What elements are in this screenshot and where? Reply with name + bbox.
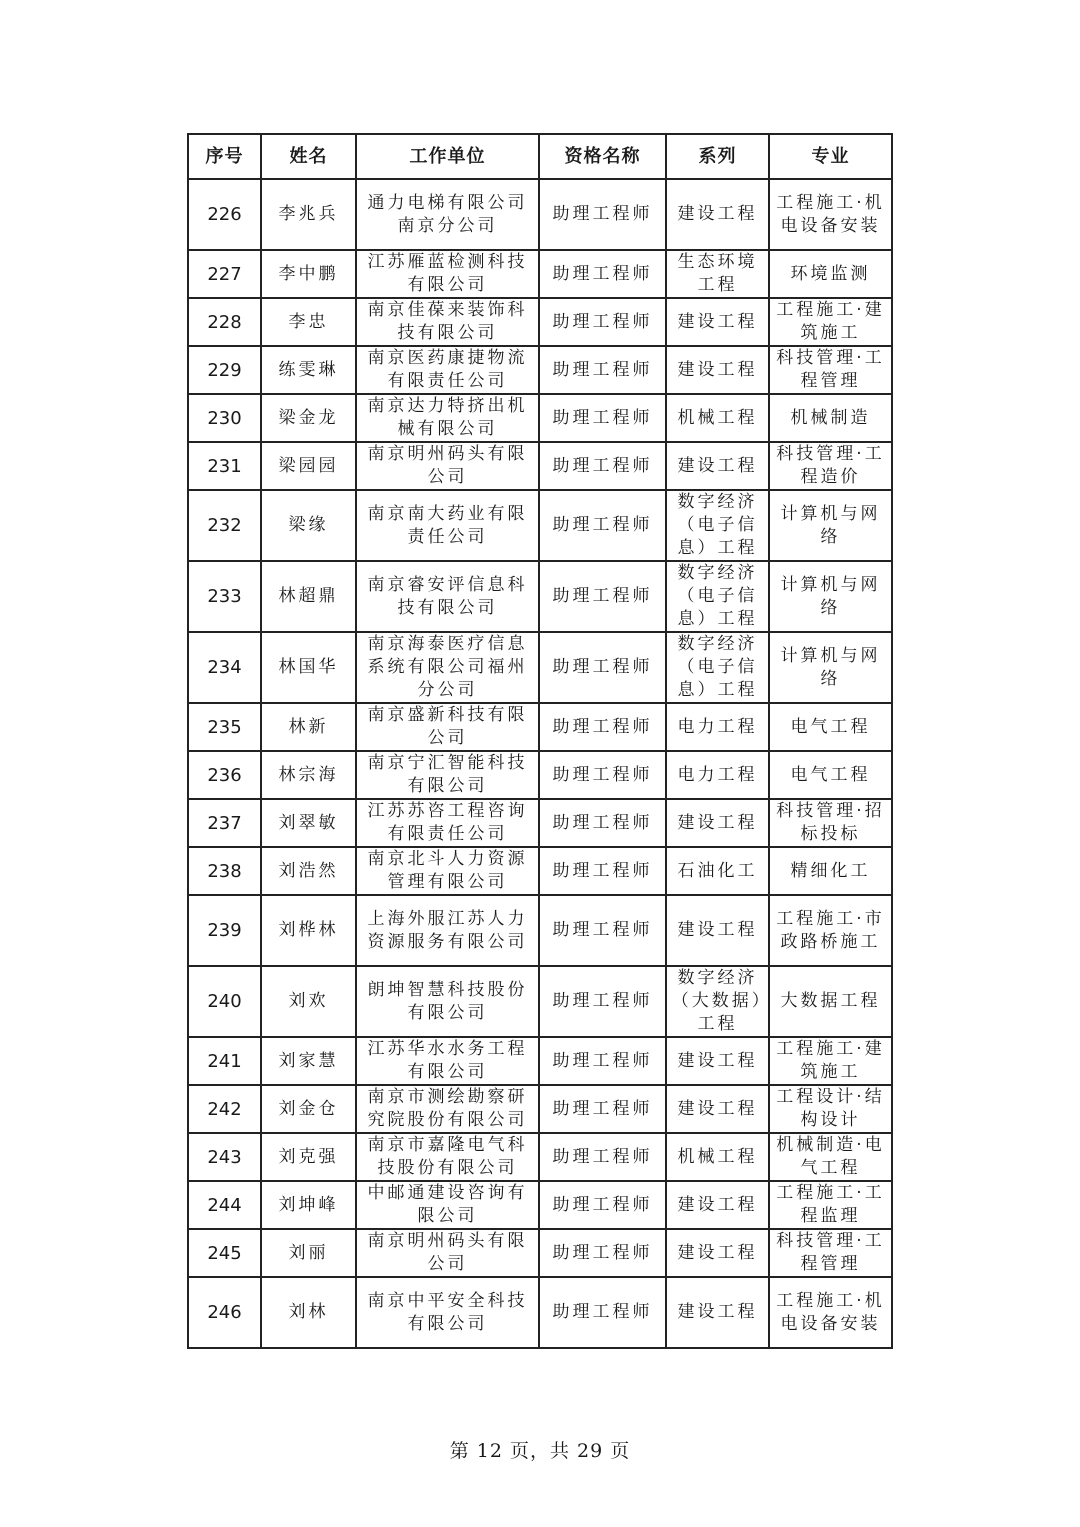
cell-series: 建设工程 [666, 1085, 769, 1133]
cell-major: 机械制造 [769, 394, 892, 442]
table-row [188, 1133, 892, 1181]
cell-qualification: 助理工程师 [539, 346, 666, 394]
table-row [188, 442, 892, 490]
cell-work-unit: 南京达力特挤出机械有限公司 [356, 394, 539, 442]
cell-qualification: 助理工程师 [539, 442, 666, 490]
cell-series: 机械工程 [666, 394, 769, 442]
cell-name: 李忠 [261, 298, 356, 346]
table-row [188, 179, 892, 250]
cell-work-unit: 南京佳葆来装饰科技有限公司 [356, 298, 539, 346]
cell-qualification: 助理工程师 [539, 179, 666, 250]
cell-major: 工程施工·建筑施工 [769, 1037, 892, 1085]
table-row [188, 632, 892, 703]
header-qualification: 资格名称 [539, 134, 666, 179]
cell-name: 林超鼎 [261, 561, 356, 632]
cell-series: 电力工程 [666, 703, 769, 751]
table-row [188, 703, 892, 751]
cell-index: 231 [188, 442, 261, 490]
header-index: 序号 [188, 134, 261, 179]
cell-index: 246 [188, 1277, 261, 1348]
header-series: 系列 [666, 134, 769, 179]
cell-qualification: 助理工程师 [539, 298, 666, 346]
header-major: 专业 [769, 134, 892, 179]
cell-index: 241 [188, 1037, 261, 1085]
cell-work-unit: 南京盛新科技有限公司 [356, 703, 539, 751]
cell-work-unit: 江苏雁蓝检测科技有限公司 [356, 250, 539, 298]
cell-work-unit: 南京宁汇智能科技有限公司 [356, 751, 539, 799]
table-row [188, 1277, 892, 1348]
cell-index: 227 [188, 250, 261, 298]
cell-name: 刘桦林 [261, 895, 356, 966]
cell-name: 林新 [261, 703, 356, 751]
page-number-footer: 第 12 页，共 29 页 [449, 1440, 631, 1462]
table-row [188, 1085, 892, 1133]
cell-name: 梁缘 [261, 490, 356, 561]
cell-work-unit: 南京中平安全科技有限公司 [356, 1277, 539, 1348]
cell-index: 240 [188, 966, 261, 1037]
cell-index: 242 [188, 1085, 261, 1133]
cell-major: 电气工程 [769, 751, 892, 799]
cell-index: 232 [188, 490, 261, 561]
cell-index: 234 [188, 632, 261, 703]
table-row [188, 751, 892, 799]
cell-name: 林国华 [261, 632, 356, 703]
cell-qualification: 助理工程师 [539, 250, 666, 298]
cell-index: 237 [188, 799, 261, 847]
cell-index: 226 [188, 179, 261, 250]
cell-qualification: 助理工程师 [539, 799, 666, 847]
cell-name: 梁园园 [261, 442, 356, 490]
cell-major: 科技管理·工程管理 [769, 1229, 892, 1277]
cell-major: 计算机与网络 [769, 632, 892, 703]
cell-work-unit: 南京睿安评信息科技有限公司 [356, 561, 539, 632]
cell-name: 李中鹏 [261, 250, 356, 298]
cell-qualification: 助理工程师 [539, 1085, 666, 1133]
cell-work-unit: 江苏华水水务工程有限公司 [356, 1037, 539, 1085]
cell-qualification: 助理工程师 [539, 490, 666, 561]
cell-index: 238 [188, 847, 261, 895]
cell-qualification: 助理工程师 [539, 632, 666, 703]
cell-major: 计算机与网络 [769, 490, 892, 561]
cell-index: 235 [188, 703, 261, 751]
cell-series: 建设工程 [666, 298, 769, 346]
cell-series: 数字经济（大数据）工程 [666, 966, 769, 1037]
cell-name: 练雯琳 [261, 346, 356, 394]
cell-index: 243 [188, 1133, 261, 1181]
table-header-row [188, 134, 892, 179]
header-name: 姓名 [261, 134, 356, 179]
cell-work-unit: 南京明州码头有限公司 [356, 442, 539, 490]
cell-index: 236 [188, 751, 261, 799]
cell-qualification: 助理工程师 [539, 1229, 666, 1277]
cell-name: 刘翠敏 [261, 799, 356, 847]
cell-index: 229 [188, 346, 261, 394]
cell-major: 科技管理·工程管理 [769, 346, 892, 394]
cell-name: 林宗海 [261, 751, 356, 799]
cell-series: 建设工程 [666, 895, 769, 966]
qualification-list-table [187, 133, 893, 1349]
cell-major: 工程设计·结构设计 [769, 1085, 892, 1133]
cell-qualification: 助理工程师 [539, 561, 666, 632]
cell-series: 机械工程 [666, 1133, 769, 1181]
table-row [188, 490, 892, 561]
cell-major: 科技管理·工程造价 [769, 442, 892, 490]
cell-major: 精细化工 [769, 847, 892, 895]
cell-name: 刘金仓 [261, 1085, 356, 1133]
cell-qualification: 助理工程师 [539, 751, 666, 799]
cell-series: 建设工程 [666, 1037, 769, 1085]
table-row [188, 561, 892, 632]
cell-work-unit: 南京市测绘勘察研究院股份有限公司 [356, 1085, 539, 1133]
cell-series: 数字经济（电子信息）工程 [666, 561, 769, 632]
cell-work-unit: 南京北斗人力资源管理有限公司 [356, 847, 539, 895]
cell-series: 建设工程 [666, 179, 769, 250]
cell-qualification: 助理工程师 [539, 1277, 666, 1348]
table-row [188, 1037, 892, 1085]
cell-series: 建设工程 [666, 1229, 769, 1277]
cell-index: 245 [188, 1229, 261, 1277]
cell-major: 电气工程 [769, 703, 892, 751]
cell-series: 建设工程 [666, 442, 769, 490]
cell-series: 石油化工 [666, 847, 769, 895]
cell-name: 刘丽 [261, 1229, 356, 1277]
cell-major: 环境监测 [769, 250, 892, 298]
cell-series: 数字经济（电子信息）工程 [666, 490, 769, 561]
cell-qualification: 助理工程师 [539, 703, 666, 751]
cell-name: 梁金龙 [261, 394, 356, 442]
table-row [188, 895, 892, 966]
table-row [188, 799, 892, 847]
cell-qualification: 助理工程师 [539, 895, 666, 966]
table-row [188, 1181, 892, 1229]
cell-major: 工程施工·市政路桥施工 [769, 895, 892, 966]
cell-name: 刘林 [261, 1277, 356, 1348]
cell-qualification: 助理工程师 [539, 1037, 666, 1085]
cell-name: 刘浩然 [261, 847, 356, 895]
cell-work-unit: 通力电梯有限公司南京分公司 [356, 179, 539, 250]
cell-series: 电力工程 [666, 751, 769, 799]
cell-index: 228 [188, 298, 261, 346]
cell-major: 工程施工·工程监理 [769, 1181, 892, 1229]
cell-work-unit: 南京海泰医疗信息系统有限公司福州分公司 [356, 632, 539, 703]
header-work-unit: 工作单位 [356, 134, 539, 179]
cell-name: 刘克强 [261, 1133, 356, 1181]
cell-work-unit: 上海外服江苏人力资源服务有限公司 [356, 895, 539, 966]
cell-qualification: 助理工程师 [539, 1133, 666, 1181]
cell-major: 工程施工·建筑施工 [769, 298, 892, 346]
cell-work-unit: 南京市嘉隆电气科技股份有限公司 [356, 1133, 539, 1181]
table-row [188, 966, 892, 1037]
cell-major: 机械制造·电气工程 [769, 1133, 892, 1181]
cell-index: 239 [188, 895, 261, 966]
cell-qualification: 助理工程师 [539, 847, 666, 895]
cell-series: 建设工程 [666, 346, 769, 394]
cell-work-unit: 江苏苏咨工程咨询有限责任公司 [356, 799, 539, 847]
cell-index: 233 [188, 561, 261, 632]
cell-qualification: 助理工程师 [539, 394, 666, 442]
cell-name: 刘家慧 [261, 1037, 356, 1085]
table-row [188, 250, 892, 298]
cell-name: 刘坤峰 [261, 1181, 356, 1229]
table-row [188, 847, 892, 895]
table-row [188, 394, 892, 442]
cell-major: 工程施工·机电设备安装 [769, 179, 892, 250]
cell-series: 数字经济（电子信息）工程 [666, 632, 769, 703]
cell-index: 230 [188, 394, 261, 442]
cell-index: 244 [188, 1181, 261, 1229]
cell-name: 李兆兵 [261, 179, 356, 250]
cell-major: 大数据工程 [769, 966, 892, 1037]
cell-series: 生态环境工程 [666, 250, 769, 298]
cell-series: 建设工程 [666, 1277, 769, 1348]
cell-name: 刘欢 [261, 966, 356, 1037]
cell-work-unit: 朗坤智慧科技股份有限公司 [356, 966, 539, 1037]
cell-work-unit: 南京医药康捷物流有限责任公司 [356, 346, 539, 394]
cell-qualification: 助理工程师 [539, 1181, 666, 1229]
cell-work-unit: 南京南大药业有限责任公司 [356, 490, 539, 561]
cell-major: 工程施工·机电设备安装 [769, 1277, 892, 1348]
cell-qualification: 助理工程师 [539, 966, 666, 1037]
cell-series: 建设工程 [666, 799, 769, 847]
table-row [188, 346, 892, 394]
table-row [188, 1229, 892, 1277]
cell-series: 建设工程 [666, 1181, 769, 1229]
cell-major: 计算机与网络 [769, 561, 892, 632]
cell-work-unit: 中邮通建设咨询有限公司 [356, 1181, 539, 1229]
cell-work-unit: 南京明州码头有限公司 [356, 1229, 539, 1277]
cell-major: 科技管理·招标投标 [769, 799, 892, 847]
table-row [188, 298, 892, 346]
